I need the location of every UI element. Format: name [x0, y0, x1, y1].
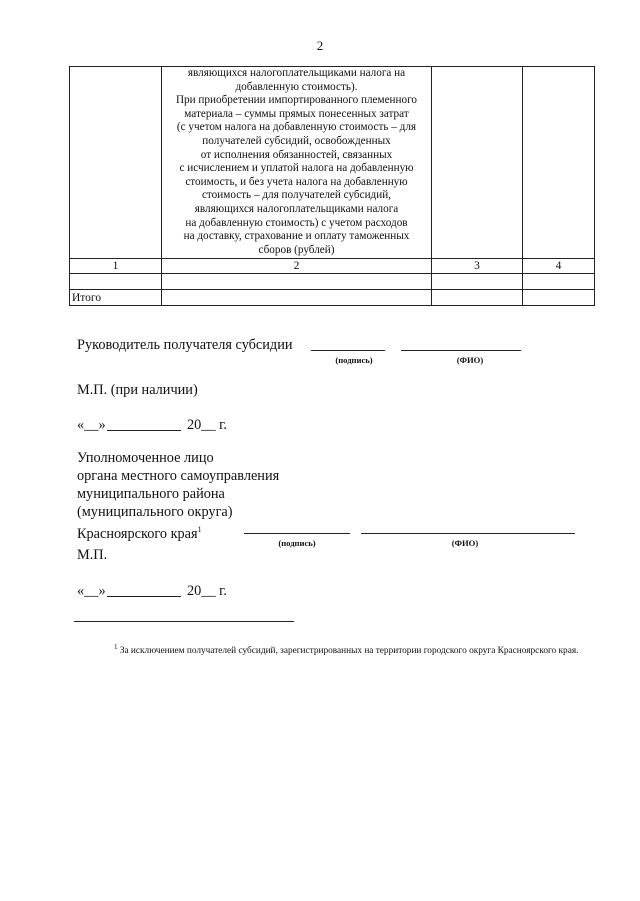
table-empty-row [70, 274, 595, 290]
table-total-row [70, 290, 595, 306]
head-name-line [401, 350, 521, 351]
head-name-caption: (ФИО) [456, 355, 484, 365]
table-cell [432, 290, 523, 306]
head-signature-line [311, 350, 385, 351]
table-cell [70, 274, 162, 290]
footnote-separator [74, 621, 294, 622]
column-number: 2 [162, 259, 432, 274]
authorized-line: муниципального района [77, 486, 225, 502]
table-description-line: материала – суммы прямых понесенных затрат [184, 107, 409, 120]
date-day-field: «__» [77, 417, 106, 433]
authorized-line: (муниципального округа) [77, 504, 233, 520]
head-signature-label: Руководитель получателя субсидии [77, 337, 293, 353]
authorized-signature-caption: (подпись) [278, 538, 316, 548]
authorized-region-text: Красноярского края [77, 525, 198, 542]
table-description-line: получателей субсидий, освобожденных [202, 134, 391, 147]
table-cell [70, 67, 162, 259]
stamp-label: М.П. (при наличии) [77, 382, 198, 398]
table-description-line: сборов (рублей) [258, 243, 335, 256]
authorized-line: органа местного самоуправления [77, 468, 280, 484]
table-description-line: стоимость – для получателей субсидий, [201, 189, 392, 202]
column-number: 4 [523, 259, 595, 274]
date-month-line-2 [107, 596, 181, 597]
column-number: 3 [432, 259, 523, 274]
date-month-line [107, 430, 181, 431]
column-number: 1 [70, 259, 162, 274]
page-number: 2 [316, 38, 324, 53]
date-year-field: 20__ г. [187, 417, 227, 433]
table-description-line: на добавленную стоимость) с учетом расходов [185, 216, 408, 229]
footnote [74, 641, 588, 658]
footnote-number: 1 [114, 643, 118, 651]
table-description-line: являющихся налогоплательщиками налога на [187, 67, 406, 79]
table-cell [432, 67, 523, 259]
authorized-signature-line [244, 533, 350, 534]
table-cell [162, 274, 432, 290]
subsidy-table [69, 66, 595, 306]
date-year-field-2: 20__ г. [187, 583, 227, 599]
date-day-field-2: «__» [77, 583, 106, 599]
table-cell [432, 274, 523, 290]
table-description-line: с исчислением и уплатой налога на добавленную [179, 162, 414, 175]
footnote-mark: 1 [197, 525, 202, 534]
table-cell-description [162, 67, 432, 259]
table-cell [523, 274, 595, 290]
table-description-line: от исполнения обязанностей, связанных [200, 148, 393, 161]
authorized-line: Уполномоченное лицо [77, 450, 214, 466]
authorized-region-line [77, 521, 202, 543]
total-label: Итого [70, 290, 162, 306]
authorized-name-caption: (ФИО) [451, 538, 479, 548]
table-description-line: стоимость, и без учета налога на добавленную [185, 175, 408, 188]
footnote-text: За исключением получателей субсидий, зарегистрированных на территории городского округа Красноярского края. [119, 646, 579, 657]
table-cell [523, 290, 595, 306]
table-cell [523, 67, 595, 259]
table-description-line: добавленную стоимость). [235, 80, 358, 93]
table-content-row [70, 67, 595, 259]
table-cell [162, 290, 432, 306]
authorized-name-line [361, 533, 575, 534]
table-description-line: являющихся налогоплательщиками налога [194, 202, 399, 215]
table-column-numbers-row [70, 259, 595, 274]
table-description-line: на доставку, страхование и оплату таможенных [183, 230, 410, 243]
table-description-line: (с учетом налога на добавленную стоимость – для [176, 121, 417, 134]
stamp-label-2: М.П. [77, 547, 108, 563]
table-description-line: При приобретении импортированного племенного [175, 94, 418, 107]
head-signature-caption: (подпись) [335, 355, 373, 365]
